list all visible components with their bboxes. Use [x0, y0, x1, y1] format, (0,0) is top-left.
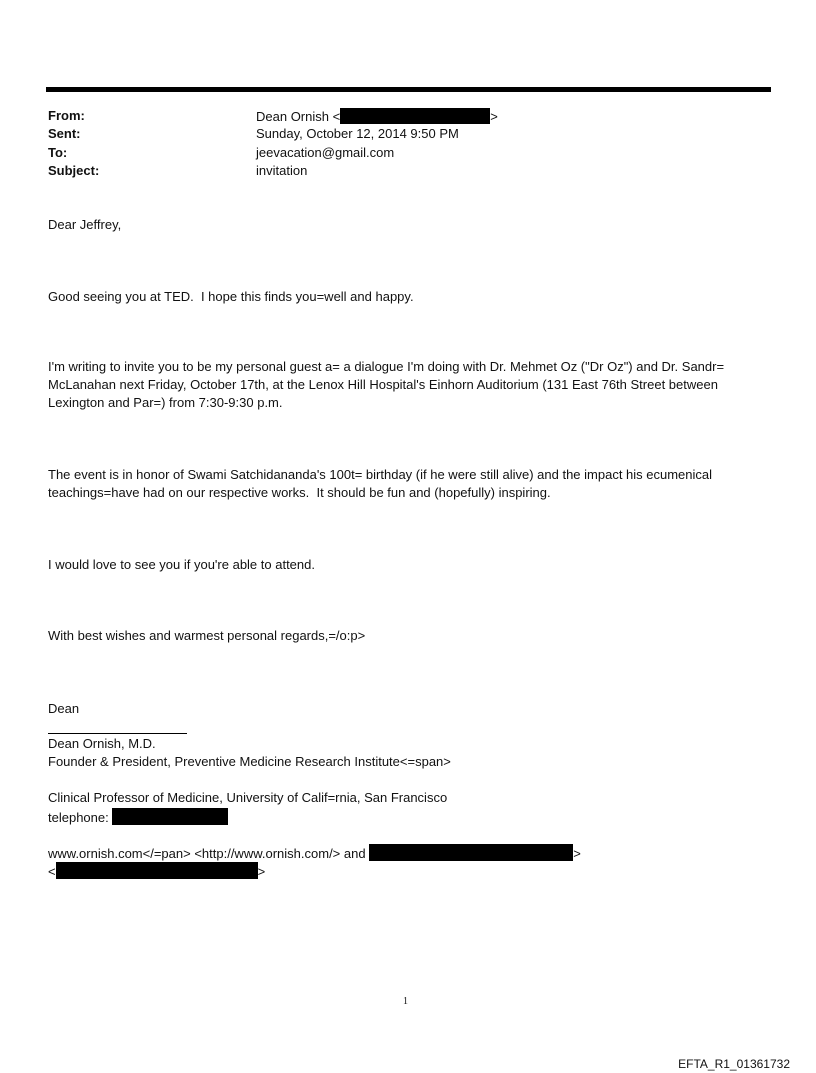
from-label: From:	[48, 108, 85, 123]
body-paragraph-4: I would love to see you if you're able to attend.	[48, 557, 315, 572]
from-name: Dean Ornish <	[256, 109, 341, 124]
header-divider	[46, 87, 771, 92]
telephone-label: telephone:	[48, 810, 113, 825]
closing: Dean	[48, 701, 80, 716]
sent-label: Sent:	[48, 126, 81, 141]
subject-value: invitation	[256, 163, 308, 178]
redaction-bar	[369, 844, 573, 861]
redaction-bar	[112, 808, 228, 825]
body-paragraph-3: The event is in honor of Swami Satchidananda's 100t= birthday (if he were still alive) and the impact his ecumenical teachings=have had on our respective works. It should be fun and (hopefully) inspiring.	[48, 467, 716, 500]
sent-value: Sunday, October 12, 2014 9:50 PM	[256, 126, 459, 141]
greeting: Dear Jeffrey,	[48, 217, 122, 232]
body-paragraph-1: Good seeing you at TED. I hope this finds you=well and happy.	[48, 289, 414, 304]
signature-title: Founder & President, Preventive Medicine Research Institute<=span>	[48, 754, 451, 769]
signature-name: Dean Ornish, M.D.	[48, 736, 156, 751]
subject-label: Subject:	[48, 163, 100, 178]
to-label: To:	[48, 145, 68, 160]
redaction-bar	[56, 862, 258, 879]
signature-divider	[48, 733, 187, 734]
body-paragraph-2: I'm writing to invite you to be my personal guest a= a dialogue I'm doing with Dr. Mehmet Oz ("Dr Oz") and Dr. Sandr= McLanahan next Friday, October 17th, at the Lenox Hill Hospital's Einhorn Auditorium (131 East 76th Street between Lexington and Par=) from 7:30-9:30 p.m.	[48, 359, 728, 410]
signature-link-2	[48, 862, 265, 880]
link2-close-bracket: >	[257, 864, 266, 879]
website-link[interactable]: www.ornish.com</=pan> <http://www.ornish.com/> and	[48, 846, 370, 861]
body-paragraph-5: With best wishes and warmest personal regards,=/o:p>	[48, 628, 366, 643]
redaction-bar	[340, 108, 490, 124]
signature-professor: Clinical Professor of Medicine, University of Calif=rnia, San Francisco	[48, 790, 448, 805]
web-close-bracket: >	[573, 846, 581, 861]
document-id: EFTA_R1_01361732	[678, 1057, 790, 1071]
signature-web	[48, 844, 581, 862]
page-number: 1	[403, 996, 408, 1007]
signature-telephone	[48, 808, 228, 826]
link2-open-bracket: <	[48, 864, 56, 879]
to-value: jeevacation@gmail.com	[256, 145, 395, 160]
from-close-bracket: >	[490, 109, 498, 124]
from-value	[256, 108, 498, 125]
